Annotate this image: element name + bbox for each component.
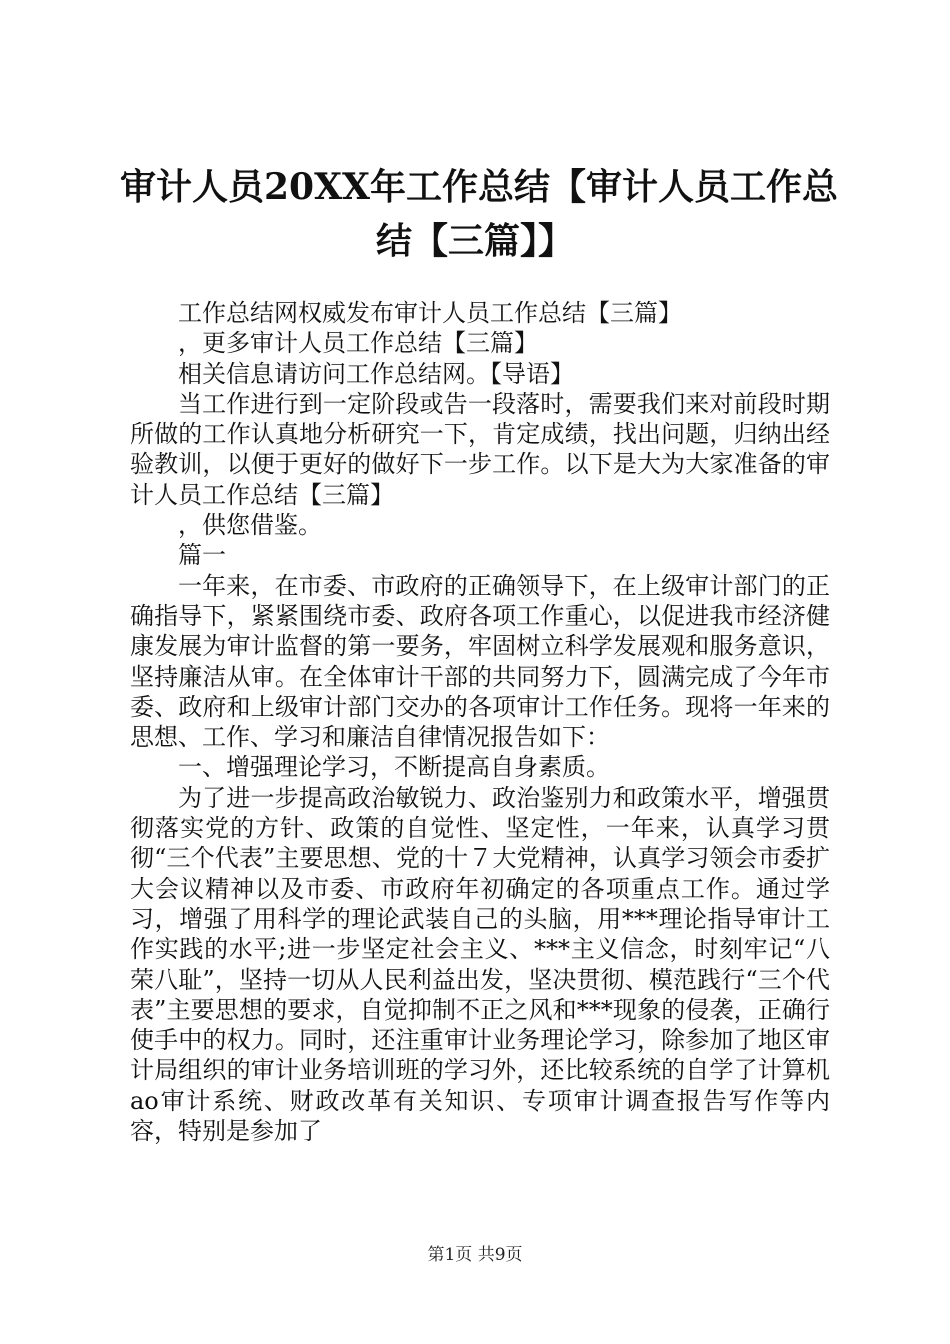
- paragraph: 相关信息请访问工作总结网。【导语】: [178, 359, 574, 388]
- section-heading: 一、增强理论学习，不断提高自身素质。: [178, 753, 610, 782]
- title-line-2: 结【三篇】】: [375, 220, 574, 262]
- paragraph: 一年来，在市委、市政府的正确领导下，在上级审计部门的正确指导下，紧紧围绕市委、政府各项工作重心，以促进我市经济健康发展为审计监督的第一要务，牢固树立科学发展观和服务意识，坚持廉洁从审。在全体审计干部的共同努力下，圆满完成了今年市委、政府和上级审计部门交办的各项审计工作任务。现将一年来的思想、工作、学习和廉洁自律情况报告如下：: [130, 571, 830, 752]
- document-title: [120, 160, 838, 268]
- page-footer: 第1页 共9页: [427, 1245, 523, 1265]
- paragraph: ，供您借鉴。: [178, 511, 322, 540]
- paragraph: 篇一: [178, 541, 226, 570]
- paragraph: ，更多审计人员工作总结【三篇】: [178, 329, 538, 358]
- title-line-1: 审计人员20XX年工作总结【审计人员工作总: [120, 166, 838, 208]
- document-body: [130, 298, 830, 1146]
- paragraph: 工作总结网权威发布审计人员工作总结【三篇】: [178, 299, 682, 327]
- paragraph: 为了进一步提高政治敏锐力、政治鉴别力和政策水平，增强贯彻落实党的方针、政策的自觉性、坚定性，一年来，认真学习贯彻“三个代表”主要思想、党的十７大党精神，认真学习领会市委扩大会议精神以及市委、市政府年初确定的各项重点工作。通过学习，增强了用科学的理论武装自己的头脑，用***理论指导审计工作实践的水平;进一步坚定社会主义、***主义信念，时刻牢记“八荣八耻”，坚持一切从人民利益出发，坚决贯彻、模范践行“三个代表”主要思想的要求，自觉抑制不正之风和***现象的侵袭，正确行使手中的权力。同时，还注重审计业务理论学习，除参加了地区审计局组织的审计业务培训班的学习外，还比较系统的自学了计算机ao审计系统、财政改革有关知识、专项审计调查报告写作等内容，特别是参加了: [130, 783, 830, 1146]
- paragraph: 当工作进行到一定阶段或告一段落时，需要我们来对前段时期所做的工作认真地分析研究一下，肯定成绩，找出问题，归纳出经验教训，以便于更好的做好下一步工作。以下是大为大家准备的审计人员工作总结【三篇】: [130, 389, 830, 509]
